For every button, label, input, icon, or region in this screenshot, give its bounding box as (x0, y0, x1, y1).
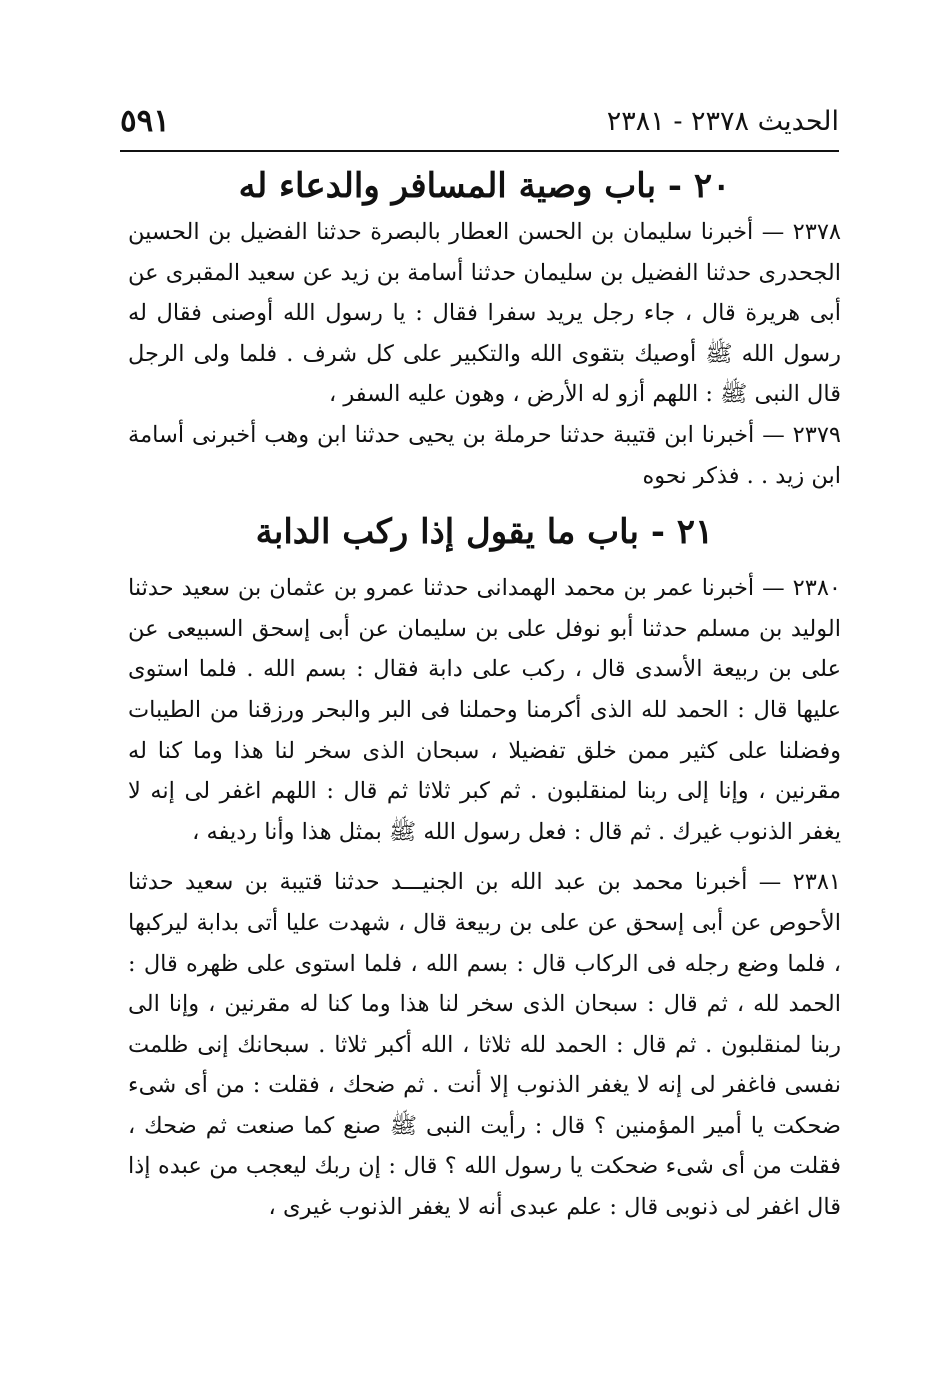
page-header (120, 96, 839, 146)
hadith-2379: ٢٣٧٩ — أخبرنا ابن قتيبة حدثنا حرملة بن يحيى حدثنا ابن وهب أخبرنى أسامة ابن زيد . . فذكر نحوه (128, 421, 841, 489)
spacer (128, 496, 841, 506)
header-rule (120, 150, 839, 152)
section-heading-20: ٢٠ - باب وصية المسافر والدعاء له (238, 166, 731, 206)
hadith-2381: ٢٣٨١ — أخبرنا محمد بن عبد الله بن الجنيـــد حدثنا قتيبة بن سعيد حدثنا الأحوص عن أبى إسحق عن على بن ربيعة قال ، شهدت عليا أتى بدابة ليركبها ، فلما وضع رجله فى الركاب قال : بسم الله ، فلما استوى على ظهره قال : الحمد لله ، ثم قال : سبحان الذى سخر لنا هذا وما كنا له مقرنين ، وإنا الى ربنا لمنقلبون . ثم قال : الحمد لله ثلاثا ، الله أكبر ثلاثا . سبحانك إنى ظلمت نفسى فاغفر لى إنه لا يغفر الذنوب إلا أنت . ثم ضحك ، فقلت : من أى شىء ضحكت يا أمير المؤمنين ؟ قال : رأيت النبى ﷺ صنع كما صنعت ثم ضحك ، فقلت من أى شىء ضحكت يا رسول الله ؟ قال : إن ربك ليعجب من عبده إذا قال اغفر لى ذنوبى قال : علم عبدى أنه لا يغفر الذنوب غيرى ، (128, 869, 841, 1221)
hadith-2378: ٢٣٧٨ — أخبرنا سليمان بن الحسن العطار بالبصرة حدثنا الفضيل بن الحسين الجحدرى حدثنا الفضيل بن سليمان حدثنا أسامة بن زيد عن سعيد المقبرى عن أبى هريرة قال ، جاء رجل يريد سفرا فقال : يا رسول الله أوصنى فقال له رسول الله ﷺ أوصيك بتقوى الله والتكبير على كل شرف . فلما ولى الرجل قال النبى ﷺ : اللهم أزو له الأرض ، وهون عليه السفر ، (128, 219, 841, 408)
section-heading-21: ٢١ - باب ما يقول إذا ركب الدابة (255, 512, 714, 553)
hadith-2380: ٢٣٨٠ — أخبرنا عمر بن محمد الهمدانى حدثنا عمرو بن عثمان بن سعيد حدثنا الوليد بن مسلم حدثنا أبو نوفل على بن سليمان عن أبى إسحق السبيعى عن على بن ربيعة الأسدى قال ، ركب على دابة فقال : بسم الله . فلما استوى عليها قال : الحمد لله الذى أكرمنا وحملنا فى البر والبحر ورزقنا من الطيبات وفضلنا على كثير ممن خلق تفضيلا ، سبحان الذى سخر لنا هذا وما كنا له مقرنين ، وإنا إلى ربنا لمنقلبون . ثم كبر ثلاثا ثم قال : اللهم اغفر لى إنه لا يغفر الذنوب غيرك . ثم قال : فعل رسول الله ﷺ بمثل هذا وأنا رديفه ، (128, 575, 841, 845)
spacer (128, 852, 841, 862)
page-body (128, 160, 841, 1228)
spacer (128, 558, 841, 568)
page-number: ٥٩١ (120, 103, 170, 139)
running-head: الحديث ٢٣٧٨ - ٢٣٨١ (606, 105, 839, 137)
